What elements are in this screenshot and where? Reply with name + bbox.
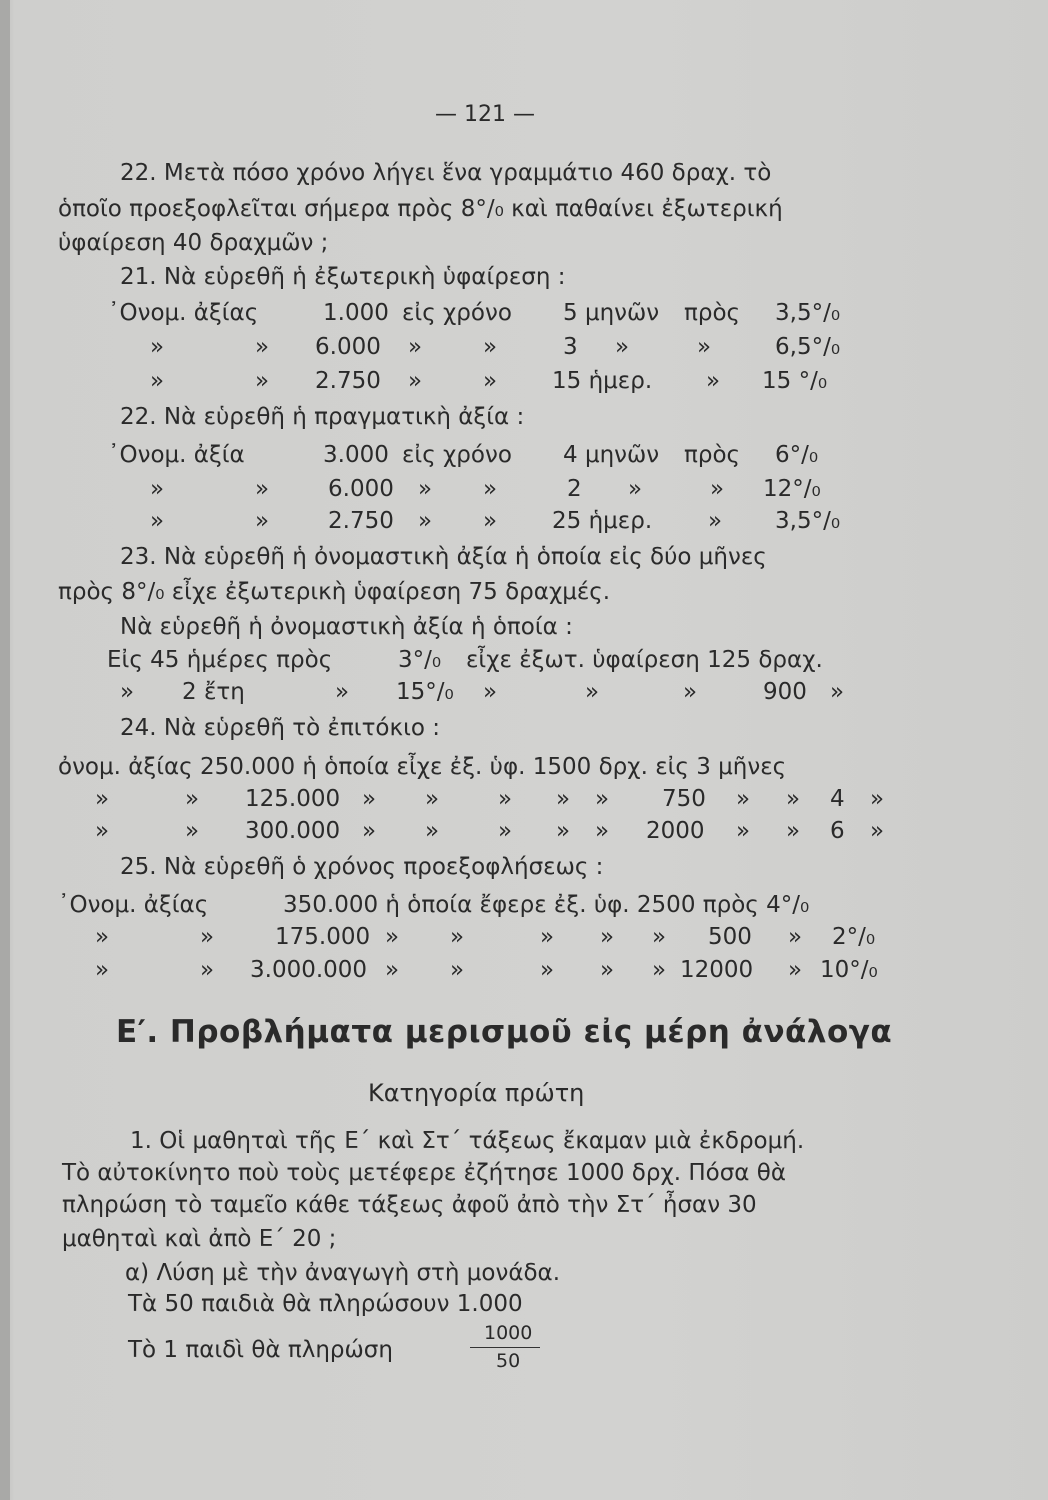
p21-row3-amount: 2.750 bbox=[315, 368, 381, 394]
p23-row1-text: Εἰς 45 ἡμέρες πρὸς bbox=[107, 647, 333, 673]
p22b-row2-amount: 6.000 bbox=[328, 476, 394, 502]
ditto-mark: » bbox=[710, 476, 725, 502]
ditto-mark: » bbox=[786, 818, 801, 844]
ditto-mark: » bbox=[255, 508, 270, 534]
ditto-mark: » bbox=[418, 508, 433, 534]
ditto-mark: » bbox=[335, 679, 350, 705]
p24-row2-months: 4 bbox=[830, 786, 845, 812]
problem-1-line-7: Τὸ 1 παιδὶ θὰ πληρώση bbox=[128, 1337, 393, 1363]
ditto-mark: » bbox=[483, 679, 498, 705]
ditto-mark: » bbox=[697, 334, 712, 360]
section-subtitle: Κατηγορία πρώτη bbox=[368, 1079, 585, 1107]
p24-row3-discount: 2000 bbox=[646, 818, 705, 844]
p21-row1-label: ᾿Ονομ. ἀξίας bbox=[108, 300, 259, 326]
ditto-mark: » bbox=[200, 957, 215, 983]
ditto-mark: » bbox=[385, 957, 400, 983]
ditto-mark: » bbox=[600, 957, 615, 983]
ditto-mark: » bbox=[595, 818, 610, 844]
ditto-mark: » bbox=[95, 957, 110, 983]
problem-24-heading: 24. Νὰ εὑρεθῆ τὸ ἐπιτόκιο : bbox=[120, 715, 440, 741]
ditto-mark: » bbox=[255, 368, 270, 394]
ditto-mark: » bbox=[595, 786, 610, 812]
ditto-mark: » bbox=[408, 334, 423, 360]
p21-row2-rate: 6,5°/₀ bbox=[775, 334, 841, 360]
page-number: — 121 — bbox=[435, 102, 535, 127]
ditto-mark: » bbox=[450, 924, 465, 950]
problem-23-line-3: Νὰ εὑρεθῆ ἡ ὀνομαστικὴ ἀξία ἡ ὁποία : bbox=[120, 614, 573, 640]
p21-row1-time-label: εἰς χρόνο bbox=[402, 300, 512, 326]
problem-1-line-1: 1. Οἱ μαθηταὶ τῆς Ε΄ καὶ Στ΄ τάξεως ἔκαμαν μιὰ ἐκδρομή. bbox=[130, 1128, 805, 1154]
p24-row2-discount: 750 bbox=[662, 786, 706, 812]
ditto-mark: » bbox=[786, 786, 801, 812]
ditto-mark: » bbox=[708, 508, 723, 534]
ditto-mark: » bbox=[483, 334, 498, 360]
problem-21-heading: 21. Νὰ εὑρεθῆ ἡ ἐξωτερικὴ ὑφαίρεση : bbox=[120, 264, 566, 290]
p21-row1-amount: 1.000 bbox=[323, 300, 389, 326]
p25-row1-text: 350.000 ἡ ὁποία ἔφερε ἐξ. ὑφ. 2500 πρὸς 4°/₀ bbox=[283, 892, 810, 918]
p21-row1-rate: 3,5°/₀ bbox=[775, 300, 841, 326]
p21-row1-pros: πρὸς bbox=[684, 300, 741, 326]
p22b-row1-time-label: εἰς χρόνο bbox=[402, 442, 512, 468]
ditto-mark: » bbox=[95, 924, 110, 950]
p25-row2-discount: 500 bbox=[708, 924, 752, 950]
ditto-mark: » bbox=[870, 818, 885, 844]
problem-25-heading: 25. Νὰ εὑρεθῆ ὁ χρόνος προεξοφλήσεως : bbox=[120, 854, 604, 880]
p21-row3-period: 15 ἡμερ. bbox=[552, 368, 653, 394]
fraction-bar bbox=[470, 1347, 540, 1348]
ditto-mark: » bbox=[483, 508, 498, 534]
problem-1-line-3: πληρώση τὸ ταμεῖο κάθε τάξεως ἀφοῦ ἀπὸ τὴν Στ΄ ἦσαν 30 bbox=[62, 1192, 757, 1218]
p22b-row1-pros: πρὸς bbox=[684, 442, 741, 468]
ditto-mark: » bbox=[736, 786, 751, 812]
p22b-row1-period: 4 μηνῶν bbox=[563, 442, 660, 468]
ditto-mark: » bbox=[556, 786, 571, 812]
p24-row3-months: 6 bbox=[830, 818, 845, 844]
problem-22b-heading: 22. Νὰ εὑρεθῆ ἡ πραγματικὴ ἀξία : bbox=[120, 404, 525, 430]
p25-row3-discount: 12000 bbox=[680, 957, 754, 983]
problem-23-line-1: 23. Νὰ εὑρεθῆ ἡ ὀνομαστικὴ ἀξία ἡ ὁποία εἰς δύο μῆνες bbox=[120, 544, 767, 570]
ditto-mark: » bbox=[540, 924, 555, 950]
ditto-mark: » bbox=[95, 786, 110, 812]
ditto-mark: » bbox=[483, 476, 498, 502]
p23-row2-amount: 900 bbox=[763, 679, 807, 705]
p25-row3-rate: 10°/₀ bbox=[820, 957, 878, 983]
ditto-mark: » bbox=[120, 679, 135, 705]
p21-row2-amount: 6.000 bbox=[315, 334, 381, 360]
ditto-mark: » bbox=[652, 957, 667, 983]
ditto-mark: » bbox=[200, 924, 215, 950]
ditto-mark: » bbox=[870, 786, 885, 812]
ditto-mark: » bbox=[150, 476, 165, 502]
ditto-mark: » bbox=[830, 679, 845, 705]
problem-1-line-4: μαθηταὶ καὶ ἀπὸ Ε΄ 20 ; bbox=[62, 1226, 337, 1252]
p23-row2-period: 2 ἔτη bbox=[182, 679, 245, 705]
ditto-mark: » bbox=[255, 334, 270, 360]
p21-row1-period: 5 μηνῶν bbox=[563, 300, 660, 326]
fraction-denominator: 50 bbox=[496, 1350, 521, 1372]
ditto-mark: » bbox=[498, 818, 513, 844]
ditto-mark: » bbox=[362, 786, 377, 812]
ditto-mark: » bbox=[585, 679, 600, 705]
p21-row2-period: 3 bbox=[563, 334, 578, 360]
ditto-mark: » bbox=[150, 368, 165, 394]
p24-row3-amount: 300.000 bbox=[245, 818, 341, 844]
ditto-mark: » bbox=[683, 679, 698, 705]
ditto-mark: » bbox=[408, 368, 423, 394]
p23-row1-text-2: εἶχε ἐξωτ. ὑφαίρεση 125 δραχ. bbox=[466, 647, 823, 673]
problem-22-line-3: ὑφαίρεση 40 δραχμῶν ; bbox=[58, 230, 329, 256]
p25-row1-label: ᾿Ονομ. ἀξίας bbox=[58, 892, 209, 918]
problem-1-line-2: Τὸ αὐτοκίνητο ποὺ τοὺς μετέφερε ἐζήτησε 1000 δρχ. Πόσα θὰ bbox=[62, 1160, 787, 1186]
ditto-mark: » bbox=[628, 476, 643, 502]
ditto-mark: » bbox=[736, 818, 751, 844]
ditto-mark: » bbox=[450, 957, 465, 983]
ditto-mark: » bbox=[788, 924, 803, 950]
p25-row2-amount: 175.000 bbox=[275, 924, 371, 950]
p22b-row1-rate: 6°/₀ bbox=[775, 442, 819, 468]
ditto-mark: » bbox=[150, 334, 165, 360]
ditto-mark: » bbox=[418, 476, 433, 502]
p25-row3-amount: 3.000.000 bbox=[250, 957, 368, 983]
p22b-row1-label: ᾿Ονομ. ἀξία bbox=[108, 442, 245, 468]
problem-22-line-2: ὁποῖο προεξοφλεῖται σήμερα πρὸς 8°/₀ καὶ παθαίνει ἐξωτερική bbox=[58, 196, 783, 222]
ditto-mark: » bbox=[385, 924, 400, 950]
p22b-row2-rate: 12°/₀ bbox=[763, 476, 821, 502]
p22b-row1-amount: 3.000 bbox=[323, 442, 389, 468]
ditto-mark: » bbox=[185, 786, 200, 812]
p25-row2-rate: 2°/₀ bbox=[832, 924, 876, 950]
p22b-row3-period: 25 ἡμερ. bbox=[552, 508, 653, 534]
ditto-mark: » bbox=[185, 818, 200, 844]
ditto-mark: » bbox=[498, 786, 513, 812]
ditto-mark: » bbox=[362, 818, 377, 844]
p22b-row3-rate: 3,5°/₀ bbox=[775, 508, 841, 534]
problem-22-line-1: 22. Μετὰ πόσο χρόνο λήγει ἕνα γραμμάτιο 460 δραχ. τὸ bbox=[120, 160, 772, 186]
ditto-mark: » bbox=[483, 368, 498, 394]
p24-row2-amount: 125.000 bbox=[245, 786, 341, 812]
p23-row2-rate: 15°/₀ bbox=[396, 679, 454, 705]
section-title: Ε′. Προβλήματα μερισμοῦ εἰς μέρη ἀνάλογα bbox=[116, 1014, 893, 1050]
ditto-mark: » bbox=[425, 818, 440, 844]
ditto-mark: » bbox=[425, 786, 440, 812]
ditto-mark: » bbox=[540, 957, 555, 983]
ditto-mark: » bbox=[652, 924, 667, 950]
p24-row1: ὀνομ. ἀξίας 250.000 ἡ ὁποία εἶχε ἐξ. ὑφ. 1500 δρχ. εἰς 3 μῆνες bbox=[58, 754, 787, 780]
p21-row3-rate: 15 °/₀ bbox=[762, 368, 828, 394]
ditto-mark: » bbox=[95, 818, 110, 844]
p22b-row3-amount: 2.750 bbox=[328, 508, 394, 534]
ditto-mark: » bbox=[600, 924, 615, 950]
ditto-mark: » bbox=[615, 334, 630, 360]
ditto-mark: » bbox=[556, 818, 571, 844]
problem-1-line-6: Τὰ 50 παιδιὰ θὰ πληρώσουν 1.000 bbox=[128, 1291, 523, 1317]
ditto-mark: » bbox=[150, 508, 165, 534]
fraction-numerator: 1000 bbox=[484, 1322, 533, 1344]
p23-row1-rate: 3°/₀ bbox=[398, 647, 442, 673]
problem-23-line-2: πρὸς 8°/₀ εἶχε ἐξωτερικὴ ὑφαίρεση 75 δραχμές. bbox=[58, 579, 611, 605]
p22b-row2-period: 2 bbox=[567, 476, 582, 502]
ditto-mark: » bbox=[255, 476, 270, 502]
ditto-mark: » bbox=[706, 368, 721, 394]
problem-1-line-5: α) Λύση μὲ τὴν ἀναγωγὴ στὴ μονάδα. bbox=[125, 1260, 561, 1286]
ditto-mark: » bbox=[788, 957, 803, 983]
